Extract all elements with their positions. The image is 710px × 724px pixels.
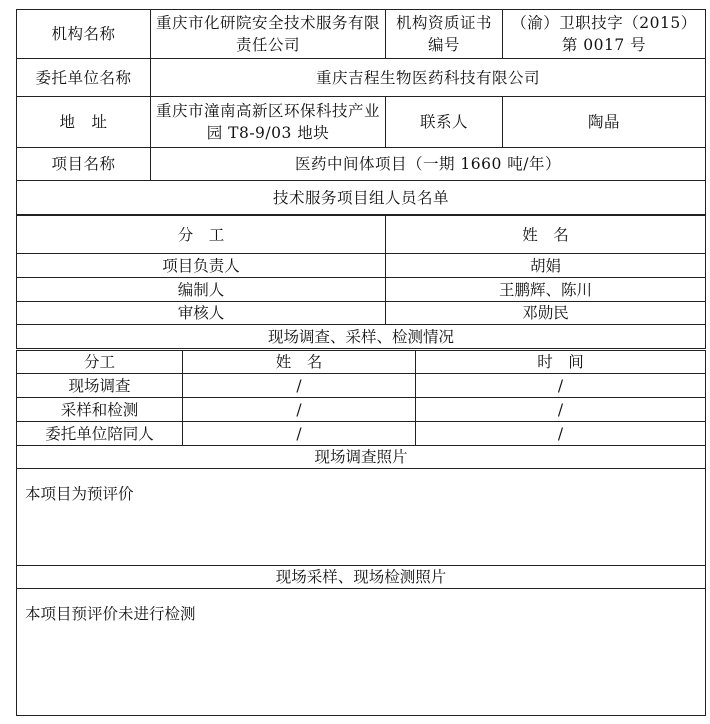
- client-value: 重庆吉程生物医药科技有限公司: [151, 59, 706, 97]
- org-name-label: 机构名称: [17, 10, 151, 59]
- sampling-photo-note: 本项目预评价未进行检测: [17, 589, 706, 716]
- photo-table: [16, 445, 706, 716]
- team-row-name: 王鹏辉、陈川: [386, 278, 706, 302]
- sampling-photo-title: 现场采样、现场检测照片: [17, 566, 706, 589]
- survey-row-role: 委托单位陪同人: [17, 422, 183, 446]
- survey-photo-note: 本项目为预评价: [17, 469, 706, 566]
- survey-row-time: /: [416, 398, 706, 422]
- project-value: 医药中间体项目（一期 1660 吨/年）: [151, 148, 706, 181]
- survey-col-time: 时 间: [416, 351, 706, 374]
- survey-row-name: /: [183, 398, 416, 422]
- contact-value: 陶晶: [503, 97, 706, 148]
- team-row-role: 项目负责人: [17, 254, 386, 278]
- team-row-role: 审核人: [17, 302, 386, 325]
- survey-row-time: /: [416, 374, 706, 398]
- address-label: 地 址: [17, 97, 151, 148]
- survey-col-role: 分工: [17, 351, 183, 374]
- address-value: 重庆市潼南高新区环保科技产业园 T8-9/03 地块: [151, 97, 386, 148]
- team-row-name: 胡娟: [386, 254, 706, 278]
- survey-row-name: /: [183, 422, 416, 446]
- team-title: 技术服务项目组人员名单: [17, 181, 706, 215]
- survey-row-role: 采样和检测: [17, 398, 183, 422]
- team-row-role: 编制人: [17, 278, 386, 302]
- team-col-name: 姓 名: [386, 216, 706, 254]
- survey-col-name: 姓 名: [183, 351, 416, 374]
- survey-photo-title: 现场调查照片: [17, 446, 706, 469]
- survey-row-role: 现场调查: [17, 374, 183, 398]
- org-info-table: [16, 9, 706, 215]
- org-name-value: 重庆市化研院安全技术服务有限责任公司: [151, 10, 386, 59]
- qualification-label: 机构资质证书编号: [386, 10, 503, 59]
- team-row-name: 邓勋民: [386, 302, 706, 325]
- survey-row-time: /: [416, 422, 706, 446]
- survey-row-name: /: [183, 374, 416, 398]
- survey-table: [16, 350, 706, 446]
- client-label: 委托单位名称: [17, 59, 151, 97]
- contact-label: 联系人: [386, 97, 503, 148]
- qualification-value: （渝）卫职技字（2015）第 0017 号: [503, 10, 706, 59]
- team-col-role: 分 工: [17, 216, 386, 254]
- team-table: [16, 215, 706, 349]
- survey-title: 现场调查、采样、检测情况: [17, 325, 706, 349]
- project-label: 项目名称: [17, 148, 151, 181]
